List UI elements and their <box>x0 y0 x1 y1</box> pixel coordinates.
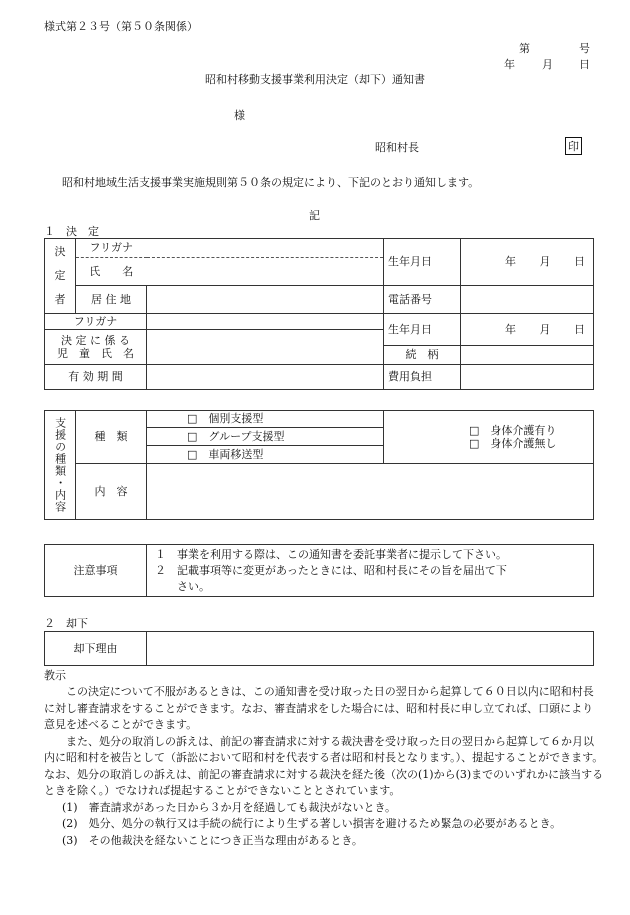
date-year-label: 年 <box>504 58 515 71</box>
cost-field[interactable] <box>461 365 594 390</box>
section1-heading: １ 決 定 <box>44 225 99 238</box>
notes-label: 注意事項 <box>45 545 147 597</box>
child-name-label: 決 定 に 係 る 児 童 氏 名 <box>45 330 147 365</box>
care-yes-checkbox[interactable]: □ 身体介護有り <box>469 423 557 437</box>
child-name-field[interactable] <box>147 330 384 365</box>
decided-person-label: 決 定 者 <box>45 239 76 314</box>
child-furigana-label: フリガナ <box>45 314 147 330</box>
instruction-item-3: (3) その他裁決を経ないことにつき正当な理由があるとき。 <box>62 833 363 847</box>
support-content-label: 内 容 <box>76 464 147 520</box>
birthdate-label: 生年月日 <box>384 239 461 286</box>
section2-heading: ２ 却下 <box>44 617 88 630</box>
addressee-suffix: 様 <box>234 109 245 122</box>
instruction-paragraph-1: この決定について不服があるときは、この通知書を受け取った日の翌日から起算して６０日以内に昭和村長に対し審査請求をすることができます。なお、審査請求をした場合には、昭和村長に申し立てれば、口頭により意見を述べることができます。 <box>44 685 594 731</box>
child-furigana-field[interactable] <box>147 314 384 330</box>
care-no-checkbox[interactable]: □ 身体介護無し <box>469 437 557 450</box>
relation-label: 続 柄 <box>384 346 461 365</box>
name-label: 氏 名 <box>76 258 147 286</box>
number-label-go: 号 <box>579 42 590 55</box>
furigana-label: フリガナ <box>76 239 147 258</box>
rejection-reason-label: 却下理由 <box>45 632 147 666</box>
instruction-body <box>44 684 604 849</box>
instruction-item-1: (1) 審査請求があった日から３か月を経過しても裁決がないとき。 <box>62 800 397 814</box>
form-number: 様式第２３号（第５０条関係） <box>44 20 198 33</box>
rejection-table <box>44 631 594 666</box>
support-type-label: 種 類 <box>76 411 147 464</box>
cost-label: 費用負担 <box>384 365 461 390</box>
seal-mark: 印 <box>565 137 582 155</box>
address-label: 居 住 地 <box>76 286 147 314</box>
note-item-1: １ 事業を利用する際は、この通知書を委託事業者に提示して下さい。 <box>155 547 507 561</box>
type-vehicle-checkbox[interactable]: □ 車両移送型 <box>147 446 384 464</box>
furigana-field[interactable] <box>147 239 384 258</box>
notes-content <box>147 545 594 597</box>
child-birthdate-field[interactable]: 年 月 日 <box>461 314 594 346</box>
intro-text: 昭和村地域生活支援事業実施規則第５０条の規定により、下記のとおり通知します。 <box>62 176 480 189</box>
physical-care-options <box>384 411 594 464</box>
validity-field[interactable] <box>147 365 384 390</box>
number-label-dai: 第 <box>519 42 530 55</box>
date-month-label: 月 <box>542 58 553 71</box>
support-table <box>44 410 594 520</box>
instruction-item-2: (2) 処分、処分の執行又は手続の続行により生ずる著しい損害を避けるため緊急の必要があるとき。 <box>62 817 562 830</box>
support-content-field[interactable] <box>147 464 594 520</box>
note-item-2: ２ 記載事項等に変更があったときには、昭和村長にその旨を届出て下 <box>155 563 507 577</box>
decision-table <box>44 238 594 390</box>
birthdate-field[interactable]: 年 月 日 <box>461 239 594 286</box>
phone-field[interactable] <box>461 286 594 314</box>
validity-label: 有 効 期 間 <box>45 365 147 390</box>
instruction-heading: 教示 <box>44 669 66 682</box>
name-field[interactable] <box>147 258 384 286</box>
rejection-reason-field[interactable] <box>147 632 594 666</box>
support-side-label: 支援の種類・内容 <box>45 411 76 520</box>
notes-table <box>44 544 594 597</box>
date-day-label: 日 <box>579 58 590 71</box>
relation-field[interactable] <box>461 346 594 365</box>
instruction-paragraph-2: また、処分の取消しの訴えは、前記の審査請求に対する裁決書を受け取った日の翌日から起算して６か月以内に昭和村を被告として（訴訟において昭和村を代表する者は昭和村長となります。）、提起することができます。なお、処分の取消しの訴えは、前記の審査請求に対する裁決を経た後（次の(1)から(3)までのいずれかに該当するときを除く。）でなければ提起することができないこととされています。 <box>44 734 604 797</box>
address-field[interactable] <box>147 286 384 314</box>
ki-label: 記 <box>309 209 320 222</box>
note-item-2-cont: さい。 <box>177 579 210 593</box>
child-birthdate-label: 生年月日 <box>384 314 461 346</box>
phone-label: 電話番号 <box>384 286 461 314</box>
issuer-name: 昭和村長 <box>375 141 419 154</box>
document-title: 昭和村移動支援事業利用決定（却下）通知書 <box>205 73 425 86</box>
type-group-checkbox[interactable]: □ グループ支援型 <box>147 428 384 446</box>
type-individual-checkbox[interactable]: □ 個別支援型 <box>147 411 384 428</box>
